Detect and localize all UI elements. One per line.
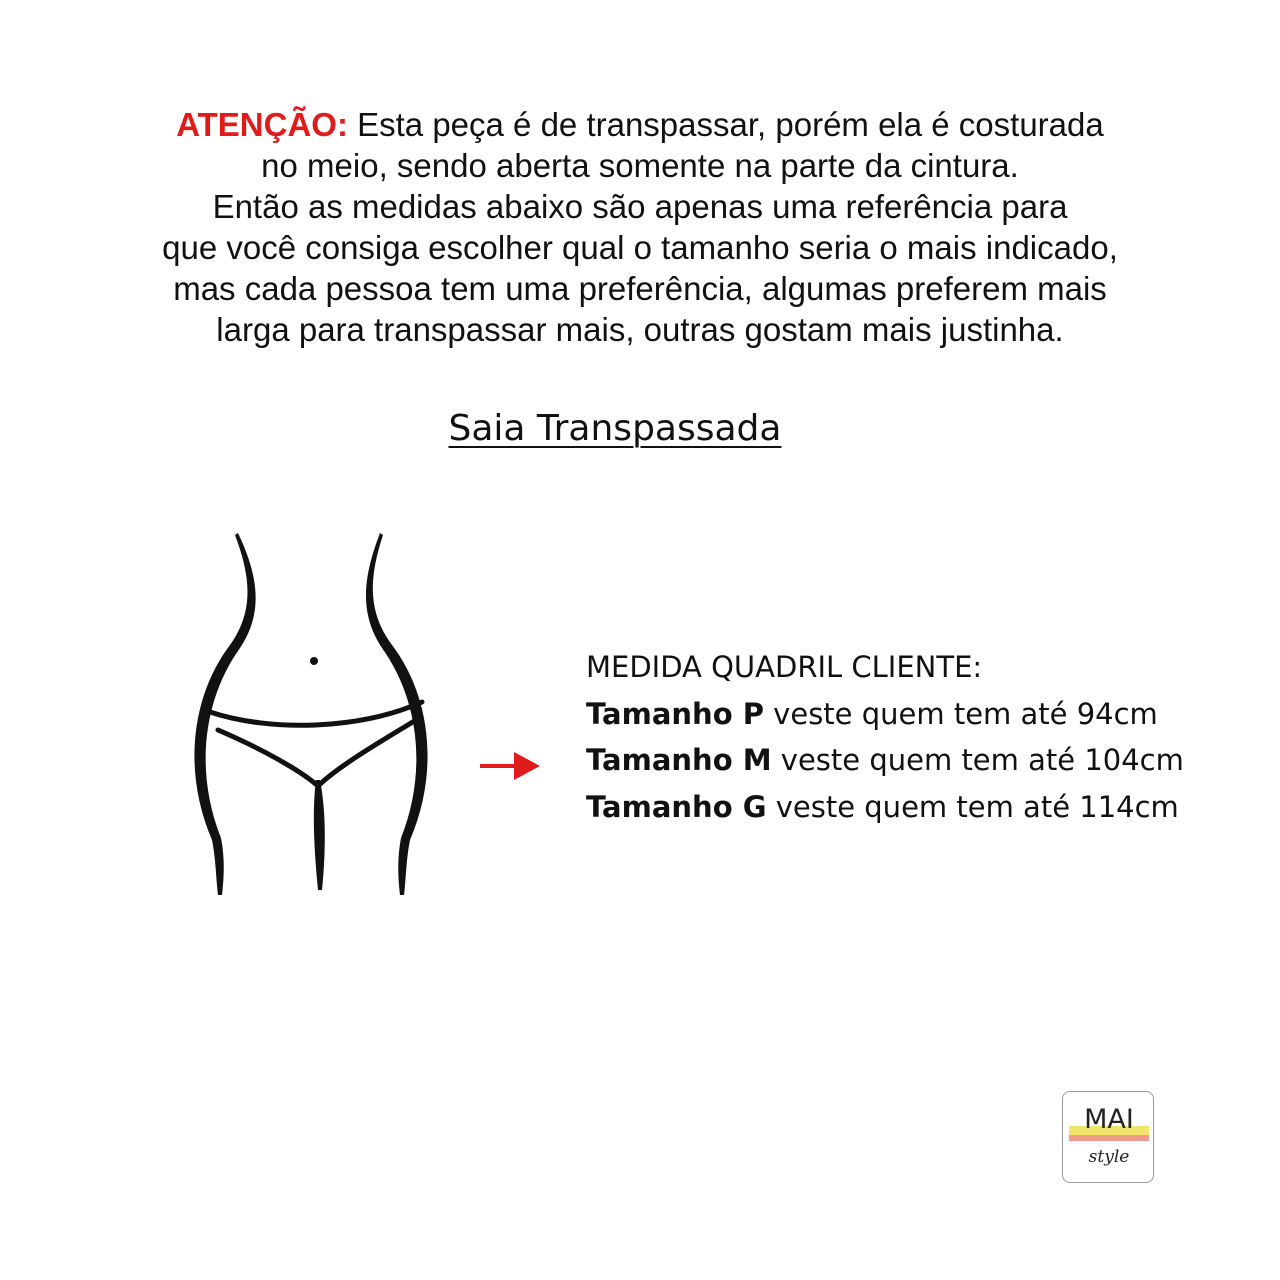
- size-row-m: [586, 737, 1266, 784]
- arrow-right-icon: [478, 748, 544, 784]
- attention-label: ATENÇÃO:: [176, 106, 348, 143]
- size-label-p: Tamanho P: [586, 696, 764, 731]
- notice-line-6: larga para transpassar mais, outras gostam mais justinha.: [216, 311, 1064, 348]
- page-title: Saia Transpassada: [448, 408, 782, 449]
- size-label-g: Tamanho G: [586, 789, 767, 824]
- size-row-p: [586, 691, 1266, 738]
- hip-measures: [586, 644, 1266, 830]
- notice-line-1: [60, 104, 1220, 145]
- size-label-m: Tamanho M: [586, 743, 772, 777]
- logo-sub-text: style: [1088, 1147, 1130, 1167]
- inner-leg-line: [314, 780, 325, 890]
- size-text-g: veste quem tem até 114cm: [766, 789, 1179, 824]
- notice-line-1-text: Esta peça é de transpassar, porém ela é costurada: [347, 106, 1104, 143]
- size-text-m: veste quem tem até 104cm: [771, 743, 1184, 777]
- brief-line-left: [218, 730, 318, 786]
- size-row-g: [586, 784, 1266, 831]
- brand-logo-mark: [1063, 1092, 1154, 1183]
- waistband: [210, 702, 422, 725]
- brief-line-right: [318, 720, 416, 786]
- size-text-p: veste quem tem até 94cm: [763, 696, 1158, 731]
- attention-notice: [60, 104, 1220, 350]
- notice-line-2: no meio, sendo aberta somente na parte da cintura.: [261, 147, 1019, 184]
- measures-heading: MEDIDA QUADRIL CLIENTE:: [586, 650, 983, 684]
- navel: [310, 657, 318, 665]
- notice-line-5: mas cada pessoa tem uma preferência, algumas preferem mais: [173, 270, 1107, 307]
- notice-line-3: Então as medidas abaixo são apenas uma referência para: [212, 188, 1068, 225]
- notice-line-4: que você consiga escolher qual o tamanho seria o mais indicado,: [162, 229, 1118, 266]
- logo-brand-text: MAI: [1084, 1104, 1134, 1135]
- brand-logo: [1062, 1091, 1154, 1183]
- body-figure-icon: [130, 480, 490, 910]
